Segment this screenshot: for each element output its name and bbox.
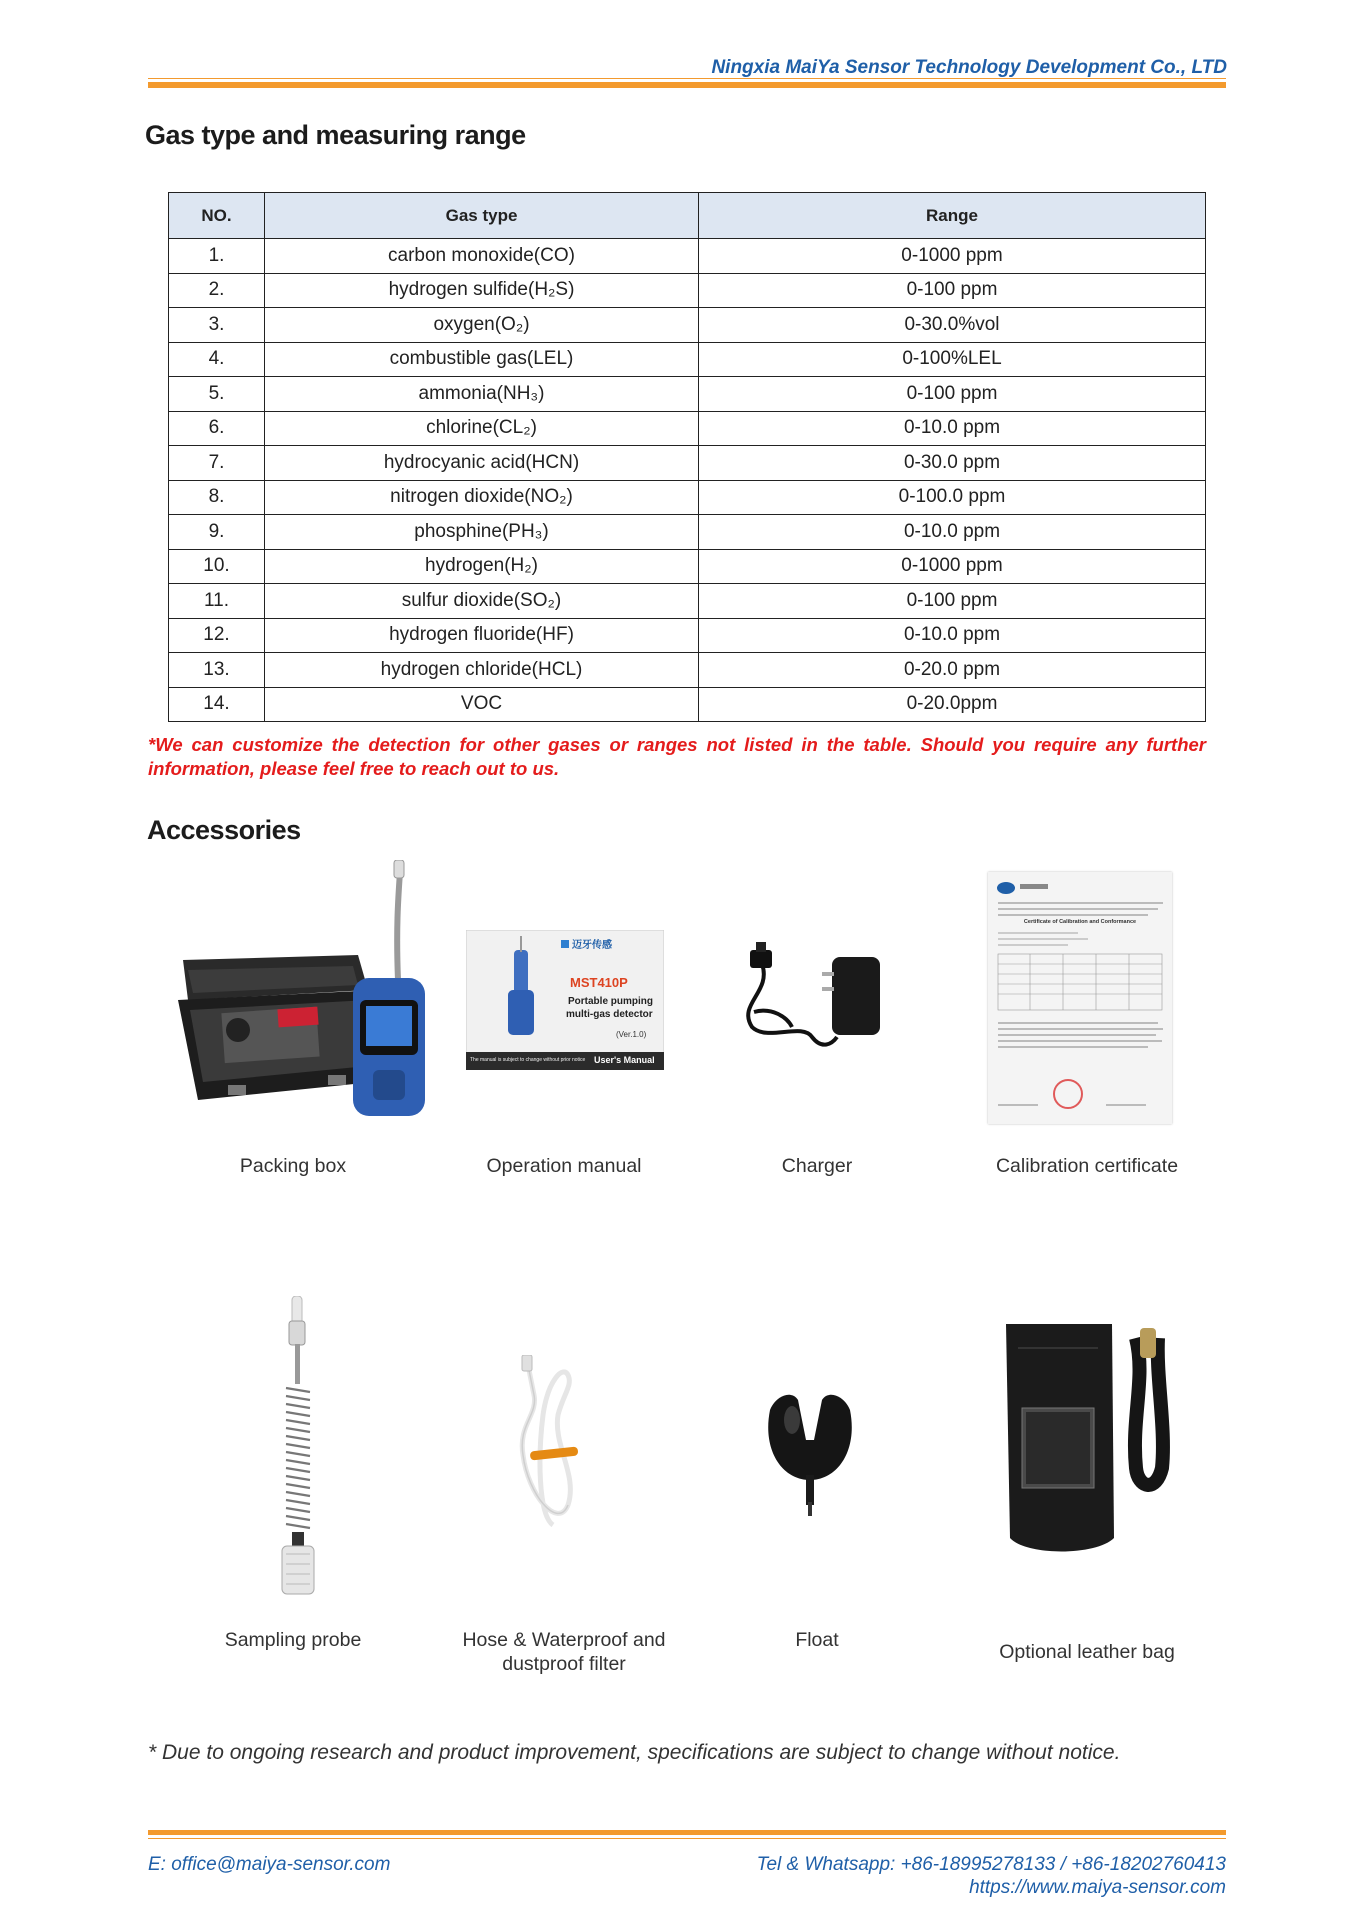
cell-no: 4. <box>169 342 265 377</box>
gas-section-title: Gas type and measuring range <box>145 120 526 150</box>
table-row <box>169 377 1206 412</box>
cell-no: 5. <box>169 377 265 412</box>
hose-filter-image <box>498 1355 598 1535</box>
cell-no: 13. <box>169 653 265 688</box>
caption-operation-manual: Operation manual <box>486 1155 642 1177</box>
table-row <box>169 342 1206 377</box>
cell-gas-type: ammonia(NH₃) <box>265 377 699 412</box>
manual-subtitle-2: multi-gas detector <box>566 1009 653 1020</box>
company-name: Ningxia MaiYa Sensor Technology Development Co., LTD <box>711 57 1227 78</box>
accessories-title: Accessories <box>147 815 301 845</box>
cell-range: 0-100 ppm <box>699 273 1206 308</box>
cell-no: 6. <box>169 411 265 446</box>
table-row <box>169 515 1206 550</box>
cell-no: 12. <box>169 618 265 653</box>
table-header-row <box>169 193 1206 239</box>
column-header-gas-type: Gas type <box>265 193 699 239</box>
column-header-no: NO. <box>169 193 265 239</box>
table-row <box>169 653 1206 688</box>
cell-range: 0-30.0 ppm <box>699 446 1206 481</box>
caption-packing-box: Packing box <box>239 1155 347 1177</box>
cell-gas-type: sulfur dioxide(SO₂) <box>265 584 699 619</box>
table-row <box>169 549 1206 584</box>
cell-gas-type: oxygen(O₂) <box>265 308 699 343</box>
sampling-probe-image <box>268 1296 328 1596</box>
cell-range: 0-100 ppm <box>699 584 1206 619</box>
table-row <box>169 446 1206 481</box>
cell-range: 0-10.0 ppm <box>699 411 1206 446</box>
float-image <box>762 1380 858 1516</box>
cell-gas-type: hydrocyanic acid(HCN) <box>265 446 699 481</box>
cell-gas-type: nitrogen dioxide(NO₂) <box>265 480 699 515</box>
cell-gas-type: phosphine(PH₃) <box>265 515 699 550</box>
manual-footer-title: User's Manual <box>594 1055 655 1065</box>
cell-gas-type: carbon monoxide(CO) <box>265 239 699 274</box>
table-row <box>169 584 1206 619</box>
operation-manual-image <box>466 930 664 1070</box>
caption-charger: Charger <box>781 1155 853 1177</box>
cell-gas-type: chlorine(CL₂) <box>265 411 699 446</box>
table-row <box>169 411 1206 446</box>
footer-phone[interactable]: Tel & Whatsapp: +86-18995278133 / +86-18202760413 <box>756 1854 1226 1875</box>
cell-range: 0-1000 ppm <box>699 549 1206 584</box>
certificate-heading: Certificate of Calibration and Conformance <box>1023 919 1137 925</box>
cell-no: 14. <box>169 687 265 722</box>
header-divider-thin <box>148 78 1226 79</box>
cell-no: 3. <box>169 308 265 343</box>
charger-image <box>732 942 892 1057</box>
caption-float: Float <box>795 1629 839 1651</box>
cell-range: 0-100 ppm <box>699 377 1206 412</box>
manual-subtitle-1: Portable pumping <box>568 996 653 1007</box>
cell-range: 0-20.0ppm <box>699 687 1206 722</box>
table-row <box>169 618 1206 653</box>
cell-range: 0-1000 ppm <box>699 239 1206 274</box>
caption-hose-filter: Hose & Waterproof and dustproof filter <box>462 1629 666 1675</box>
caption-calibration-certificate: Calibration certificate <box>995 1155 1179 1177</box>
cell-gas-type: hydrogen sulfide(H₂S) <box>265 273 699 308</box>
cell-no: 9. <box>169 515 265 550</box>
packing-box-image <box>168 860 438 1125</box>
cell-range: 0-20.0 ppm <box>699 653 1206 688</box>
cell-range: 0-10.0 ppm <box>699 618 1206 653</box>
caption-sampling-probe: Sampling probe <box>224 1629 362 1651</box>
cell-no: 2. <box>169 273 265 308</box>
customization-note: *We can customize the detection for other gases or ranges not listed in the table. Should you require any further information, please feel free to reach out to us. <box>148 734 1206 779</box>
table-row <box>169 273 1206 308</box>
gas-range-table <box>168 192 1206 722</box>
cell-no: 7. <box>169 446 265 481</box>
calibration-certificate-image <box>988 872 1172 1124</box>
cell-gas-type: hydrogen fluoride(HF) <box>265 618 699 653</box>
cell-no: 8. <box>169 480 265 515</box>
column-header-range: Range <box>699 193 1206 239</box>
manual-version: (Ver.1.0) <box>616 1030 647 1039</box>
cell-range: 0-100.0 ppm <box>699 480 1206 515</box>
leather-bag-image <box>996 1318 1186 1558</box>
cell-no: 11. <box>169 584 265 619</box>
footer-divider <box>148 1830 1226 1835</box>
specification-footnote: * Due to ongoing research and product improvement, specifications are subject to change without notice. <box>148 1741 1121 1764</box>
table-row <box>169 687 1206 722</box>
manual-model: MST410P <box>570 975 628 990</box>
cell-range: 0-30.0%vol <box>699 308 1206 343</box>
cell-no: 1. <box>169 239 265 274</box>
caption-leather-bag: Optional leather bag <box>999 1641 1175 1663</box>
cell-range: 0-100%LEL <box>699 342 1206 377</box>
cell-gas-type: hydrogen(H₂) <box>265 549 699 584</box>
footer-website[interactable]: https://www.maiya-sensor.com <box>969 1877 1226 1898</box>
cell-gas-type: hydrogen chloride(HCL) <box>265 653 699 688</box>
footer-email[interactable]: E: office@maiya-sensor.com <box>148 1854 391 1875</box>
cell-gas-type: VOC <box>265 687 699 722</box>
manual-footer-note: The manual is subject to change without prior notice <box>470 1057 586 1063</box>
manual-brand: 迈牙传感 <box>572 940 612 951</box>
header-divider <box>148 82 1226 88</box>
footer-divider-thin <box>148 1838 1226 1839</box>
table-row <box>169 239 1206 274</box>
cell-no: 10. <box>169 549 265 584</box>
table-row <box>169 480 1206 515</box>
cell-gas-type: combustible gas(LEL) <box>265 342 699 377</box>
table-row <box>169 308 1206 343</box>
cell-range: 0-10.0 ppm <box>699 515 1206 550</box>
